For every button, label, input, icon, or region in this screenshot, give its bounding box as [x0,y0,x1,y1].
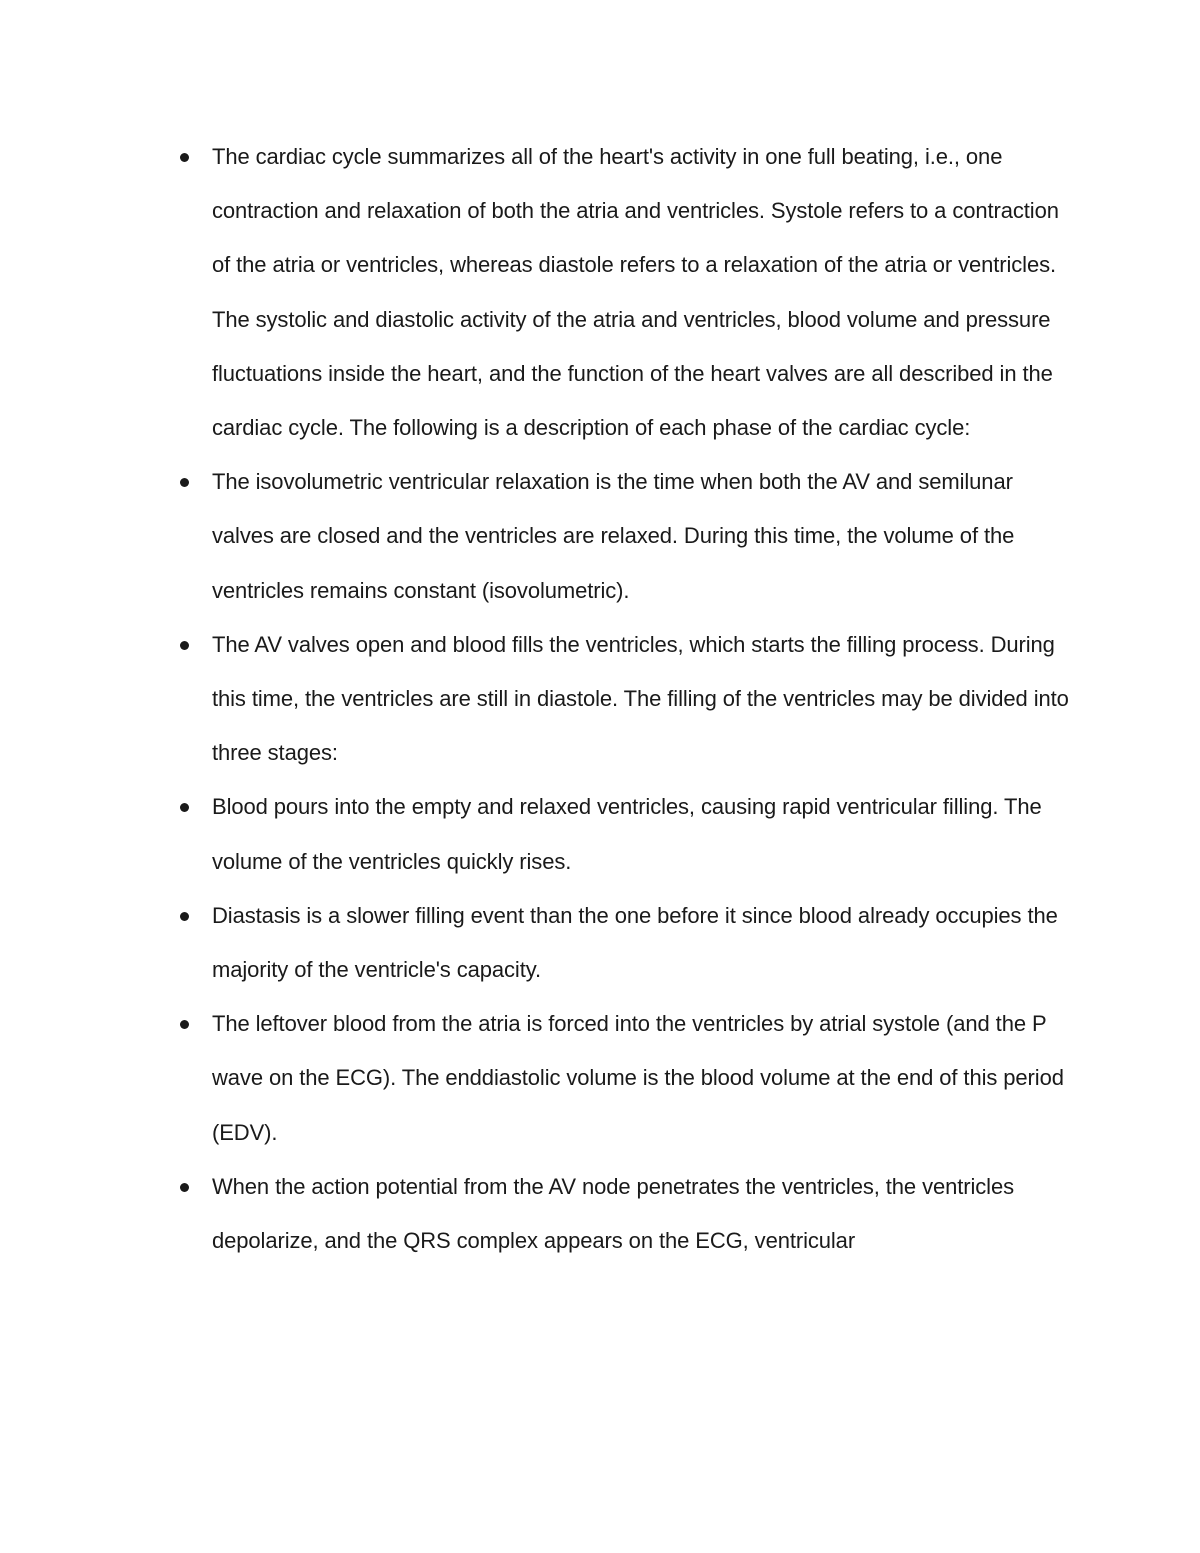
bullet-item [176,618,1076,781]
bullet-icon [180,478,189,487]
bullet-text: Diastasis is a slower filling event than the one before it since blood already occupies the majority of the ventricle's capacity. [212,902,1058,983]
bullet-item [176,455,1076,618]
bullet-icon [180,153,189,162]
bullet-icon [180,803,189,812]
bullet-item [176,130,1076,455]
bullet-icon [180,1183,189,1192]
bullet-text: The isovolumetric ventricular relaxation is the time when both the AV and semilunar valves are closed and the ventricles are relaxed. During this time, the volume of the ventricles remains constant (isovolumetric). [212,469,1015,603]
bullet-icon [180,641,189,650]
bullet-item [176,997,1076,1160]
bullet-text: When the action potential from the AV node penetrates the ventricles, the ventricles depolarize, and the QRS complex appears on the ECG, ventricular [212,1173,1014,1254]
bullet-icon [180,912,189,921]
bullet-text: The cardiac cycle summarizes all of the heart's activity in one full beating, i.e., one contraction and relaxation of both the atria and ventricles. Systole refers to a contraction of the atria or ventricles, whereas diastole refers to a relaxation of the atria or ventricles. The systolic and diastolic activity of the atria and ventricles, blood volume and pressure fluctuations inside the heart, and the function of the heart valves are all described in the cardiac cycle. The following is a description of each phase of the cardiac cycle: [212,144,1059,441]
bullet-item [176,889,1076,997]
bullet-list [176,130,1076,1268]
bullet-text: The leftover blood from the atria is forced into the ventricles by atrial systole (and the P wave on the ECG). The enddiastolic volume is the blood volume at the end of this period (EDV). [212,1011,1064,1145]
bullet-icon [180,1020,189,1029]
bullet-text: Blood pours into the empty and relaxed ventricles, causing rapid ventricular filling. The volume of the ventricles quickly rises. [212,794,1042,874]
bullet-text: The AV valves open and blood fills the ventricles, which starts the filling process. During this time, the ventricles are still in diastole. The filling of the ventricles may be divided into three stages: [212,631,1069,766]
bullet-item [176,780,1076,888]
bullet-item [176,1160,1076,1268]
